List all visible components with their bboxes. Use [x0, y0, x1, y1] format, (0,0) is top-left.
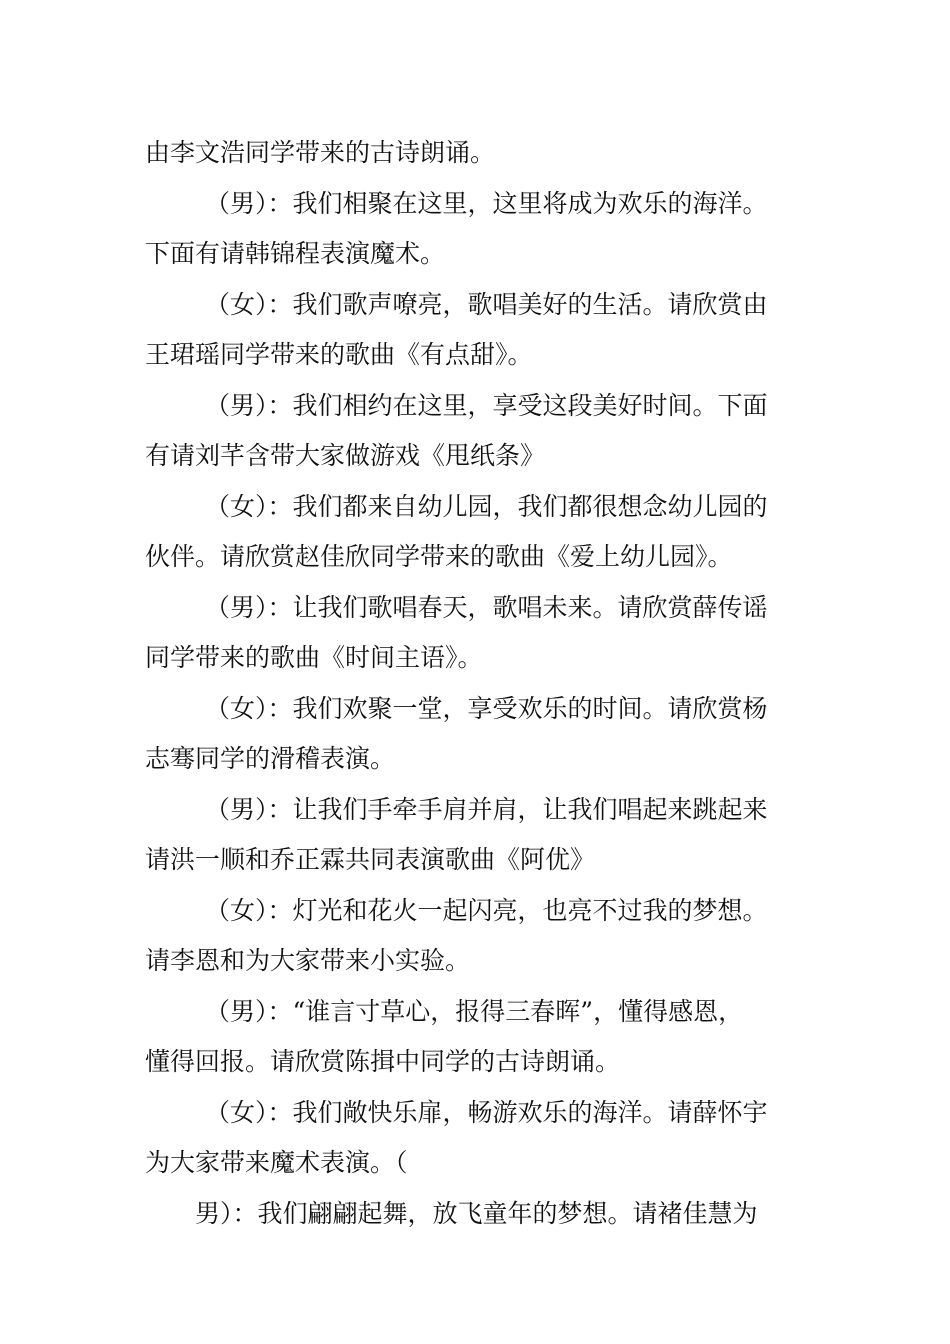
text-line-22: 男）：我们翩翩起舞，放飞童年的梦想。请褚佳慧为 [195, 1198, 758, 1228]
text-line-5: 王珺瑶同学带来的歌曲《有点甜》。 [145, 340, 533, 369]
text-line-10: （男）：让我们歌唱春天，歌唱未来。请欣赏薛传谣 [205, 592, 768, 622]
text-line-21: 为大家带来魔术表演。（ [145, 1148, 408, 1177]
document-body [145, 128, 810, 1239]
text-line-18: （男）：“谁言寸草心，报得三春晖”，懂得感恩， [205, 996, 744, 1026]
text-line-6: （男）：我们相约在这里，享受这段美好时间。下面 [205, 390, 768, 420]
text-line-13: 志骞同学的滑稽表演。 [145, 744, 396, 773]
text-line-4: （女）：我们歌声嘹亮，歌唱美好的生活。请欣赏由 [205, 289, 768, 319]
text-line-19: 懂得回报。请欣赏陈揖中同学的古诗朗诵。 [145, 1047, 621, 1076]
text-line-8: （女）：我们都来自幼儿园，我们都很想念幼儿园的 [205, 491, 768, 521]
text-line-2: （男）：我们相聚在这里，这里将成为欢乐的海洋。 [205, 188, 768, 218]
text-line-16: （女）：灯光和花火一起闪亮，也亮不过我的梦想。 [205, 895, 768, 925]
text-line-14: （男）：让我们手牵手肩并肩，让我们唱起来跳起来 [205, 794, 768, 824]
text-line-3: 下面有请韩锦程表演魔术。 [145, 239, 446, 268]
text-line-12: （女）：我们欢聚一堂，享受欢乐的时间。请欣赏杨 [205, 693, 768, 723]
text-line-11: 同学带来的歌曲《时间主语》。 [145, 643, 483, 672]
text-line-17: 请李恩和为大家带来小实验。 [145, 946, 471, 975]
text-line-7: 有请刘芊含带大家做游戏《甩纸条》 [145, 441, 546, 470]
text-line-9: 伙伴。请欣赏赵佳欣同学带来的歌曲《爱上幼儿园》。 [145, 542, 733, 571]
text-line-1: 由李文浩同学带来的古诗朗诵。 [145, 138, 496, 167]
text-line-20: （女）：我们敞快乐扉，畅游欢乐的海洋。请薛怀宇 [205, 1097, 768, 1127]
text-line-15: 请洪一顺和乔正霖共同表演歌曲《阿优》 [145, 845, 596, 874]
